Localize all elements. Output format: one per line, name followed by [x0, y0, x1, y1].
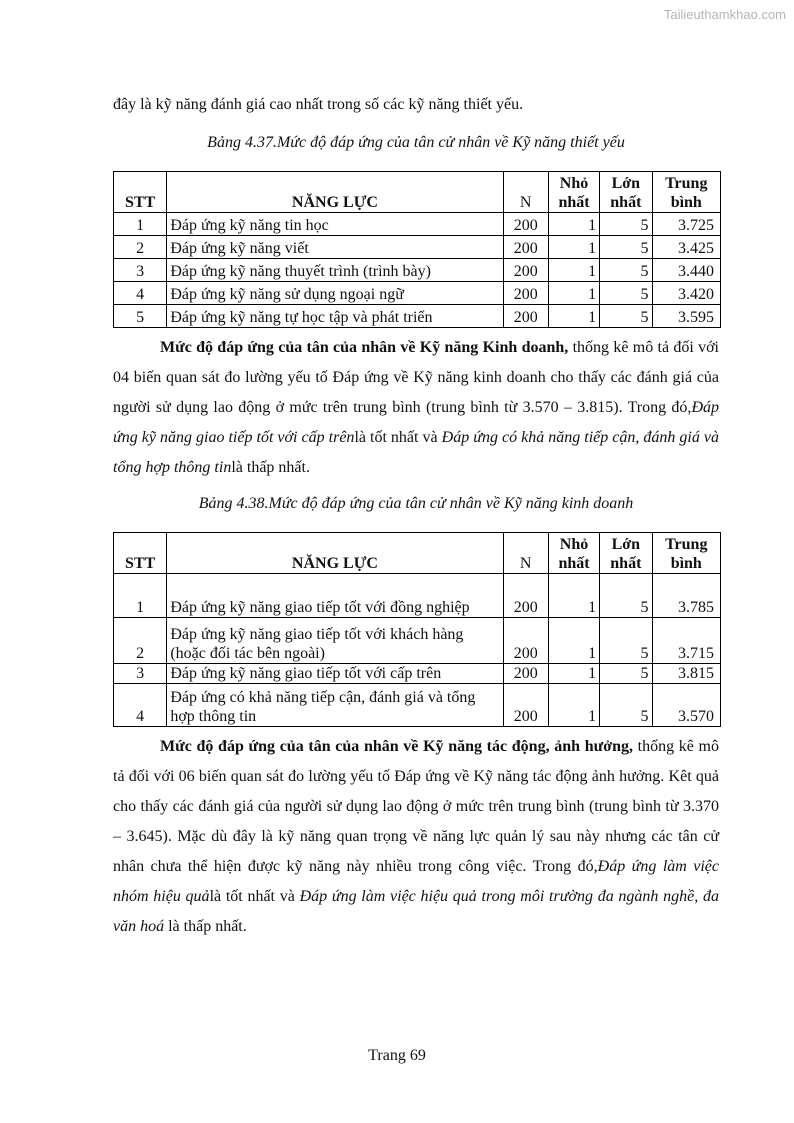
- cell-n: 200: [503, 259, 548, 282]
- cell-n: 200: [503, 213, 548, 236]
- para1-text2: là tốt nhất và: [354, 429, 442, 446]
- table1-header-row: [114, 172, 721, 213]
- header-trung-binh: Trung bình: [652, 533, 720, 574]
- cell-nang-luc: Đáp ứng có khả năng tiếp cận, đánh giá và tổng hợp thông tin: [167, 684, 503, 727]
- cell-n: 200: [503, 282, 548, 305]
- cell-trung-binh: 3.715: [652, 618, 720, 664]
- header-n: N: [503, 533, 548, 574]
- table2-caption: Bảng 4.38.Mức độ đáp ứng của tân cử nhân về Kỹ năng kinh doanh: [198, 495, 634, 512]
- cell-lon-nhat: 5: [600, 259, 652, 282]
- para1-text3: là thấp nhất.: [231, 459, 310, 476]
- cell-lon-nhat: 5: [600, 618, 652, 664]
- header-stt: STT: [114, 533, 167, 574]
- cell-trung-binh: 3.440: [652, 259, 720, 282]
- watermark: Tailieuthamkhao.com: [663, 7, 786, 22]
- para2-bold: Mức độ đáp ứng của tân của nhân về Kỹ năng tác động, ảnh hưởng,: [160, 738, 633, 755]
- cell-lon-nhat: 5: [600, 282, 652, 305]
- cell-stt: 2: [114, 236, 167, 259]
- paragraph-influence-skills: [113, 732, 719, 942]
- intro-line: đây là kỹ năng đánh giá cao nhất trong số các kỹ năng thiết yếu.: [113, 96, 524, 113]
- header-nho-nhat: Nhỏ nhất: [548, 172, 599, 213]
- cell-n: 200: [503, 305, 548, 328]
- cell-nho-nhat: 1: [548, 618, 599, 664]
- cell-lon-nhat: 5: [600, 305, 652, 328]
- para2-text3: là thấp nhất.: [164, 918, 247, 935]
- cell-nang-luc: Đáp ứng kỹ năng viết: [167, 236, 503, 259]
- cell-nho-nhat: 1: [548, 259, 599, 282]
- para2-italic1: Đáp ứng làm việc nhóm hiệu quả: [113, 858, 720, 905]
- cell-nang-luc: Đáp ứng kỹ năng thuyết trình (trình bày): [167, 259, 503, 282]
- table-row: [114, 574, 721, 618]
- cell-nang-luc: Đáp ứng kỹ năng giao tiếp tốt với cấp trên: [167, 664, 503, 684]
- cell-nang-luc: Đáp ứng kỹ năng sử dụng ngoại ngữ: [167, 282, 503, 305]
- cell-lon-nhat: 5: [600, 236, 652, 259]
- cell-stt: 1: [114, 213, 167, 236]
- cell-nho-nhat: 1: [548, 282, 599, 305]
- cell-trung-binh: 3.725: [652, 213, 720, 236]
- header-nang-luc: NĂNG LỰC: [167, 172, 503, 213]
- table-row: [114, 305, 721, 328]
- para1-text1: thống kê mô tả đối với 04 biến quan sát đo lường yếu tố Đáp ứng về Kỹ năng kinh doanh cho thấy các đánh giá của người sử dụng lao động ở mức trên trung bình (trung bình từ 3.570 – 3.815). Trong đó,: [113, 339, 720, 416]
- paragraph-business-skills: [113, 333, 719, 483]
- cell-n: 200: [503, 618, 548, 664]
- cell-trung-binh: 3.420: [652, 282, 720, 305]
- para1-italic2: Đáp ứng có khả năng tiếp cận, đánh giá và tổng hợp thông tin: [113, 429, 720, 476]
- cell-lon-nhat: 5: [600, 574, 652, 618]
- para2-text2: là tốt nhất và: [209, 888, 300, 905]
- cell-trung-binh: 3.595: [652, 305, 720, 328]
- table1-caption: Bảng 4.37.Mức độ đáp ứng của tân cử nhân về Kỹ năng thiết yếu: [207, 134, 625, 151]
- table-row: [114, 282, 721, 305]
- table-row: [114, 618, 721, 664]
- cell-lon-nhat: 5: [600, 664, 652, 684]
- cell-nho-nhat: 1: [548, 213, 599, 236]
- para1-italic1: Đáp ứng kỹ năng giao tiếp tốt với cấp trên: [113, 399, 719, 446]
- cell-stt: 4: [114, 684, 167, 727]
- table2: [113, 532, 721, 727]
- cell-trung-binh: 3.815: [652, 664, 720, 684]
- cell-trung-binh: 3.570: [652, 684, 720, 727]
- cell-stt: 3: [114, 664, 167, 684]
- para2-italic2: Đáp ứng làm việc hiệu quả trong môi trường đa ngành nghề, đa văn hoá: [113, 888, 719, 935]
- cell-trung-binh: 3.785: [652, 574, 720, 618]
- cell-n: 200: [503, 684, 548, 727]
- table1: [113, 171, 721, 328]
- cell-nho-nhat: 1: [548, 305, 599, 328]
- header-lon-nhat: Lớn nhất: [600, 172, 652, 213]
- header-n: N: [503, 172, 548, 213]
- cell-n: 200: [503, 664, 548, 684]
- cell-lon-nhat: 5: [600, 684, 652, 727]
- cell-nho-nhat: 1: [548, 236, 599, 259]
- cell-nang-luc: Đáp ứng kỹ năng giao tiếp tốt với đồng nghiệp: [167, 574, 503, 618]
- cell-nang-luc: Đáp ứng kỹ năng giao tiếp tốt với khách hàng (hoặc đối tác bên ngoài): [167, 618, 503, 664]
- header-nho-nhat: Nhỏ nhất: [548, 533, 599, 574]
- cell-n: 200: [503, 236, 548, 259]
- table-row: [114, 664, 721, 684]
- table-row: [114, 236, 721, 259]
- para2-text1: thống kê mô tả đối với 06 biến quan sát đo lường yếu tố Đáp ứng về Kỹ năng tác động ảnh hưởng. Kêt quả cho thấy các đánh giá của người sử dụng lao động ở mức trên trung bình (trung bình từ 3.370 – 3.645). Mặc dù đây là kỹ năng quan trọng về năng lực quản lý sau này nhưng các tân cử nhân chưa thể hiện được kỹ năng này nhiều trong công việc. Trong đó,: [113, 738, 719, 875]
- table2-header-row: [114, 533, 721, 574]
- page-number: Trang 69: [368, 1047, 426, 1064]
- header-lon-nhat: Lớn nhất: [600, 533, 652, 574]
- header-nang-luc: NĂNG LỰC: [167, 533, 503, 574]
- cell-nho-nhat: 1: [548, 684, 599, 727]
- cell-lon-nhat: 5: [600, 213, 652, 236]
- header-stt: STT: [114, 172, 167, 213]
- para1-bold: Mức độ đáp ứng của tân của nhân về Kỹ năng Kinh doanh,: [160, 339, 569, 356]
- cell-n: 200: [503, 574, 548, 618]
- cell-nang-luc: Đáp ứng kỹ năng tin học: [167, 213, 503, 236]
- cell-stt: 3: [114, 259, 167, 282]
- cell-nho-nhat: 1: [548, 574, 599, 618]
- cell-stt: 4: [114, 282, 167, 305]
- table-row: [114, 213, 721, 236]
- cell-stt: 2: [114, 618, 167, 664]
- table-row: [114, 684, 721, 727]
- cell-stt: 5: [114, 305, 167, 328]
- cell-stt: 1: [114, 574, 167, 618]
- cell-nang-luc: Đáp ứng kỹ năng tự học tập và phát triển: [167, 305, 503, 328]
- cell-nho-nhat: 1: [548, 664, 599, 684]
- table-row: [114, 259, 721, 282]
- cell-trung-binh: 3.425: [652, 236, 720, 259]
- header-trung-binh: Trung bình: [652, 172, 720, 213]
